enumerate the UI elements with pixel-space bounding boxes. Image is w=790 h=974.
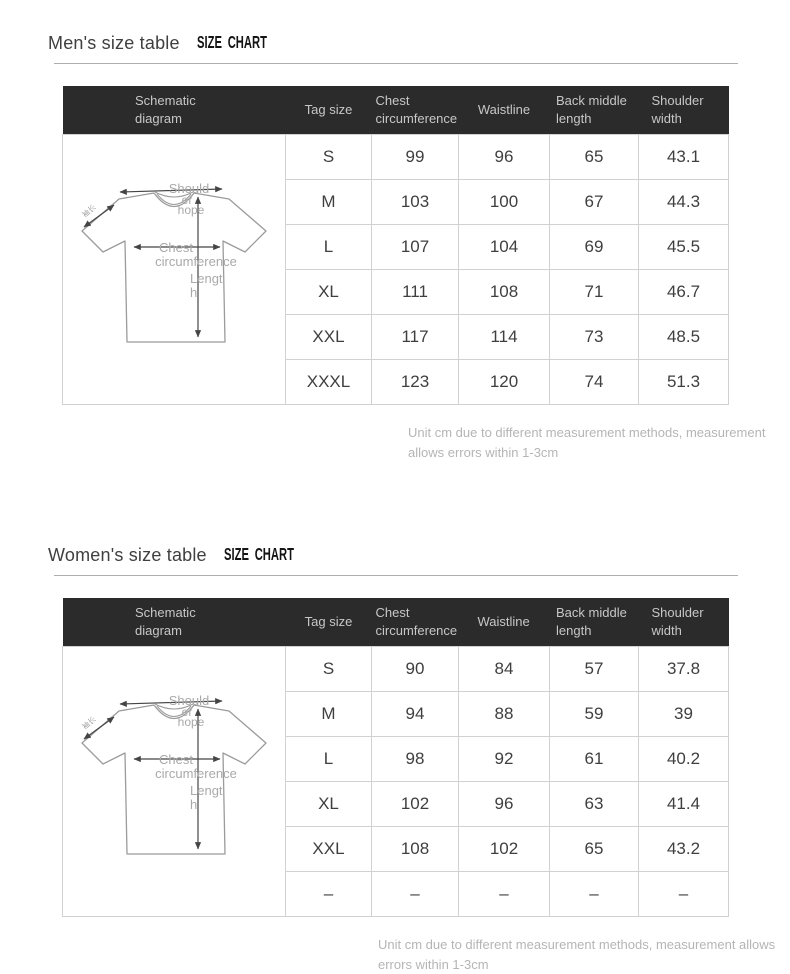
col-header-waistline: Waistline	[459, 598, 550, 647]
col-header-shoulder: Shoulder width	[639, 598, 729, 647]
shoulder-cell: 43.2	[639, 827, 729, 872]
table-row	[63, 135, 729, 180]
col-header-tag-size: Tag size	[286, 598, 372, 647]
waist-cell: 104	[459, 225, 550, 270]
chest-label-line1: Chest	[159, 240, 193, 255]
back-cell: 71	[550, 270, 639, 315]
waist-cell: 120	[459, 360, 550, 405]
tag-size-cell: M	[286, 692, 372, 737]
chest-label-line2: circumference	[155, 254, 237, 269]
womens-size-section	[0, 512, 790, 974]
shoulder-cell: 40.2	[639, 737, 729, 782]
col-header-chest: Chest circumference	[372, 598, 459, 647]
back-cell: 61	[550, 737, 639, 782]
measurement-note: Unit cm due to different measurement methods, measurement allows errors within 1-3cm	[408, 425, 766, 460]
womens-size-table	[62, 598, 729, 917]
shoulder-cell: 39	[639, 692, 729, 737]
chest-cell: 117	[372, 315, 459, 360]
tag-size-cell: XXL	[286, 827, 372, 872]
chest-cell: 94	[372, 692, 459, 737]
chest-cell: 102	[372, 782, 459, 827]
tag-size-cell: XL	[286, 782, 372, 827]
col-header-shoulder: Shoulder width	[639, 86, 729, 135]
shoulder-cell: 45.5	[639, 225, 729, 270]
tshirt-diagram	[63, 647, 286, 905]
tag-size-cell: L	[286, 737, 372, 782]
shoulder-cell: 46.7	[639, 270, 729, 315]
tag-size-cell: S	[286, 647, 372, 692]
shoulder-label-line2: er	[181, 193, 193, 207]
waist-cell: 92	[459, 737, 550, 782]
shoulder-label-line3: hope	[177, 715, 205, 729]
waist-cell: 96	[459, 135, 550, 180]
womens-table-header	[63, 598, 729, 647]
length-label-line1: Lengt	[190, 783, 223, 798]
length-label-line1: Lengt	[190, 271, 223, 286]
waist-cell: –	[459, 872, 550, 917]
chest-cell: 99	[372, 135, 459, 180]
size-chart-logo: SIZE CHART	[196, 32, 267, 52]
col-header-back-middle: Back middle length	[550, 598, 639, 647]
back-cell: 65	[550, 827, 639, 872]
shoulder-cell: 41.4	[639, 782, 729, 827]
shoulder-label-line1: Should	[168, 181, 210, 196]
mens-size-section	[0, 0, 790, 462]
back-cell: 57	[550, 647, 639, 692]
tag-size-cell: L	[286, 225, 372, 270]
sleeve-length-label: 袖长	[80, 714, 98, 732]
chest-cell: 107	[372, 225, 459, 270]
shoulder-label-line1: Should	[168, 693, 210, 708]
chest-cell: 103	[372, 180, 459, 225]
chest-label-line2: circumference	[155, 766, 237, 781]
length-label-line2: h	[190, 285, 198, 300]
chest-cell: 98	[372, 737, 459, 782]
size-chart-logo: SIZE CHART	[223, 544, 294, 564]
tag-size-cell: M	[286, 180, 372, 225]
col-header-tag-size: Tag size	[286, 86, 372, 135]
tag-size-cell: –	[286, 872, 372, 917]
chest-cell: 108	[372, 827, 459, 872]
tshirt-diagram	[63, 135, 286, 393]
shoulder-cell: 48.5	[639, 315, 729, 360]
chest-cell: –	[372, 872, 459, 917]
mens-title-row	[48, 0, 790, 54]
mens-table-header	[63, 86, 729, 135]
shoulder-label-line2: er	[181, 705, 193, 719]
back-cell: 65	[550, 135, 639, 180]
back-cell: 69	[550, 225, 639, 270]
womens-title-row	[48, 512, 790, 566]
measurement-note: Unit cm due to different measurement methods, measurement allows errors within 1-3cm	[378, 937, 776, 972]
back-cell: 74	[550, 360, 639, 405]
shoulder-cell: 51.3	[639, 360, 729, 405]
col-header-chest: Chest circumference	[372, 86, 459, 135]
tshirt-schematic-cell	[63, 135, 286, 405]
tag-size-cell: XL	[286, 270, 372, 315]
waist-cell: 114	[459, 315, 550, 360]
chest-cell: 111	[372, 270, 459, 315]
shoulder-cell: 37.8	[639, 647, 729, 692]
sleeve-length-label: 袖长	[80, 202, 98, 220]
waist-cell: 84	[459, 647, 550, 692]
shoulder-cell: –	[639, 872, 729, 917]
shoulder-label-line3: hope	[177, 203, 205, 217]
table-row	[63, 647, 729, 692]
tag-size-cell: XXL	[286, 315, 372, 360]
title-divider	[54, 575, 738, 576]
back-cell: 63	[550, 782, 639, 827]
mens-size-table	[62, 86, 729, 405]
title-divider	[54, 63, 738, 64]
back-cell: 67	[550, 180, 639, 225]
chest-cell: 123	[372, 360, 459, 405]
back-cell: 73	[550, 315, 639, 360]
tag-size-cell: XXXL	[286, 360, 372, 405]
col-header-waistline: Waistline	[459, 86, 550, 135]
shoulder-cell: 43.1	[639, 135, 729, 180]
tshirt-schematic-cell	[63, 647, 286, 917]
mens-title: Men's size table	[48, 33, 180, 53]
col-header-back-middle: Back middle length	[550, 86, 639, 135]
waist-cell: 88	[459, 692, 550, 737]
waist-cell: 108	[459, 270, 550, 315]
waist-cell: 96	[459, 782, 550, 827]
back-cell: –	[550, 872, 639, 917]
waist-cell: 100	[459, 180, 550, 225]
waist-cell: 102	[459, 827, 550, 872]
col-header-schematic: Schematic diagram	[63, 598, 286, 647]
length-label-line2: h	[190, 797, 198, 812]
shoulder-cell: 44.3	[639, 180, 729, 225]
chest-cell: 90	[372, 647, 459, 692]
back-cell: 59	[550, 692, 639, 737]
womens-title: Women's size table	[48, 545, 207, 565]
col-header-schematic: Schematic diagram	[63, 86, 286, 135]
chest-label-line1: Chest	[159, 752, 193, 767]
tag-size-cell: S	[286, 135, 372, 180]
